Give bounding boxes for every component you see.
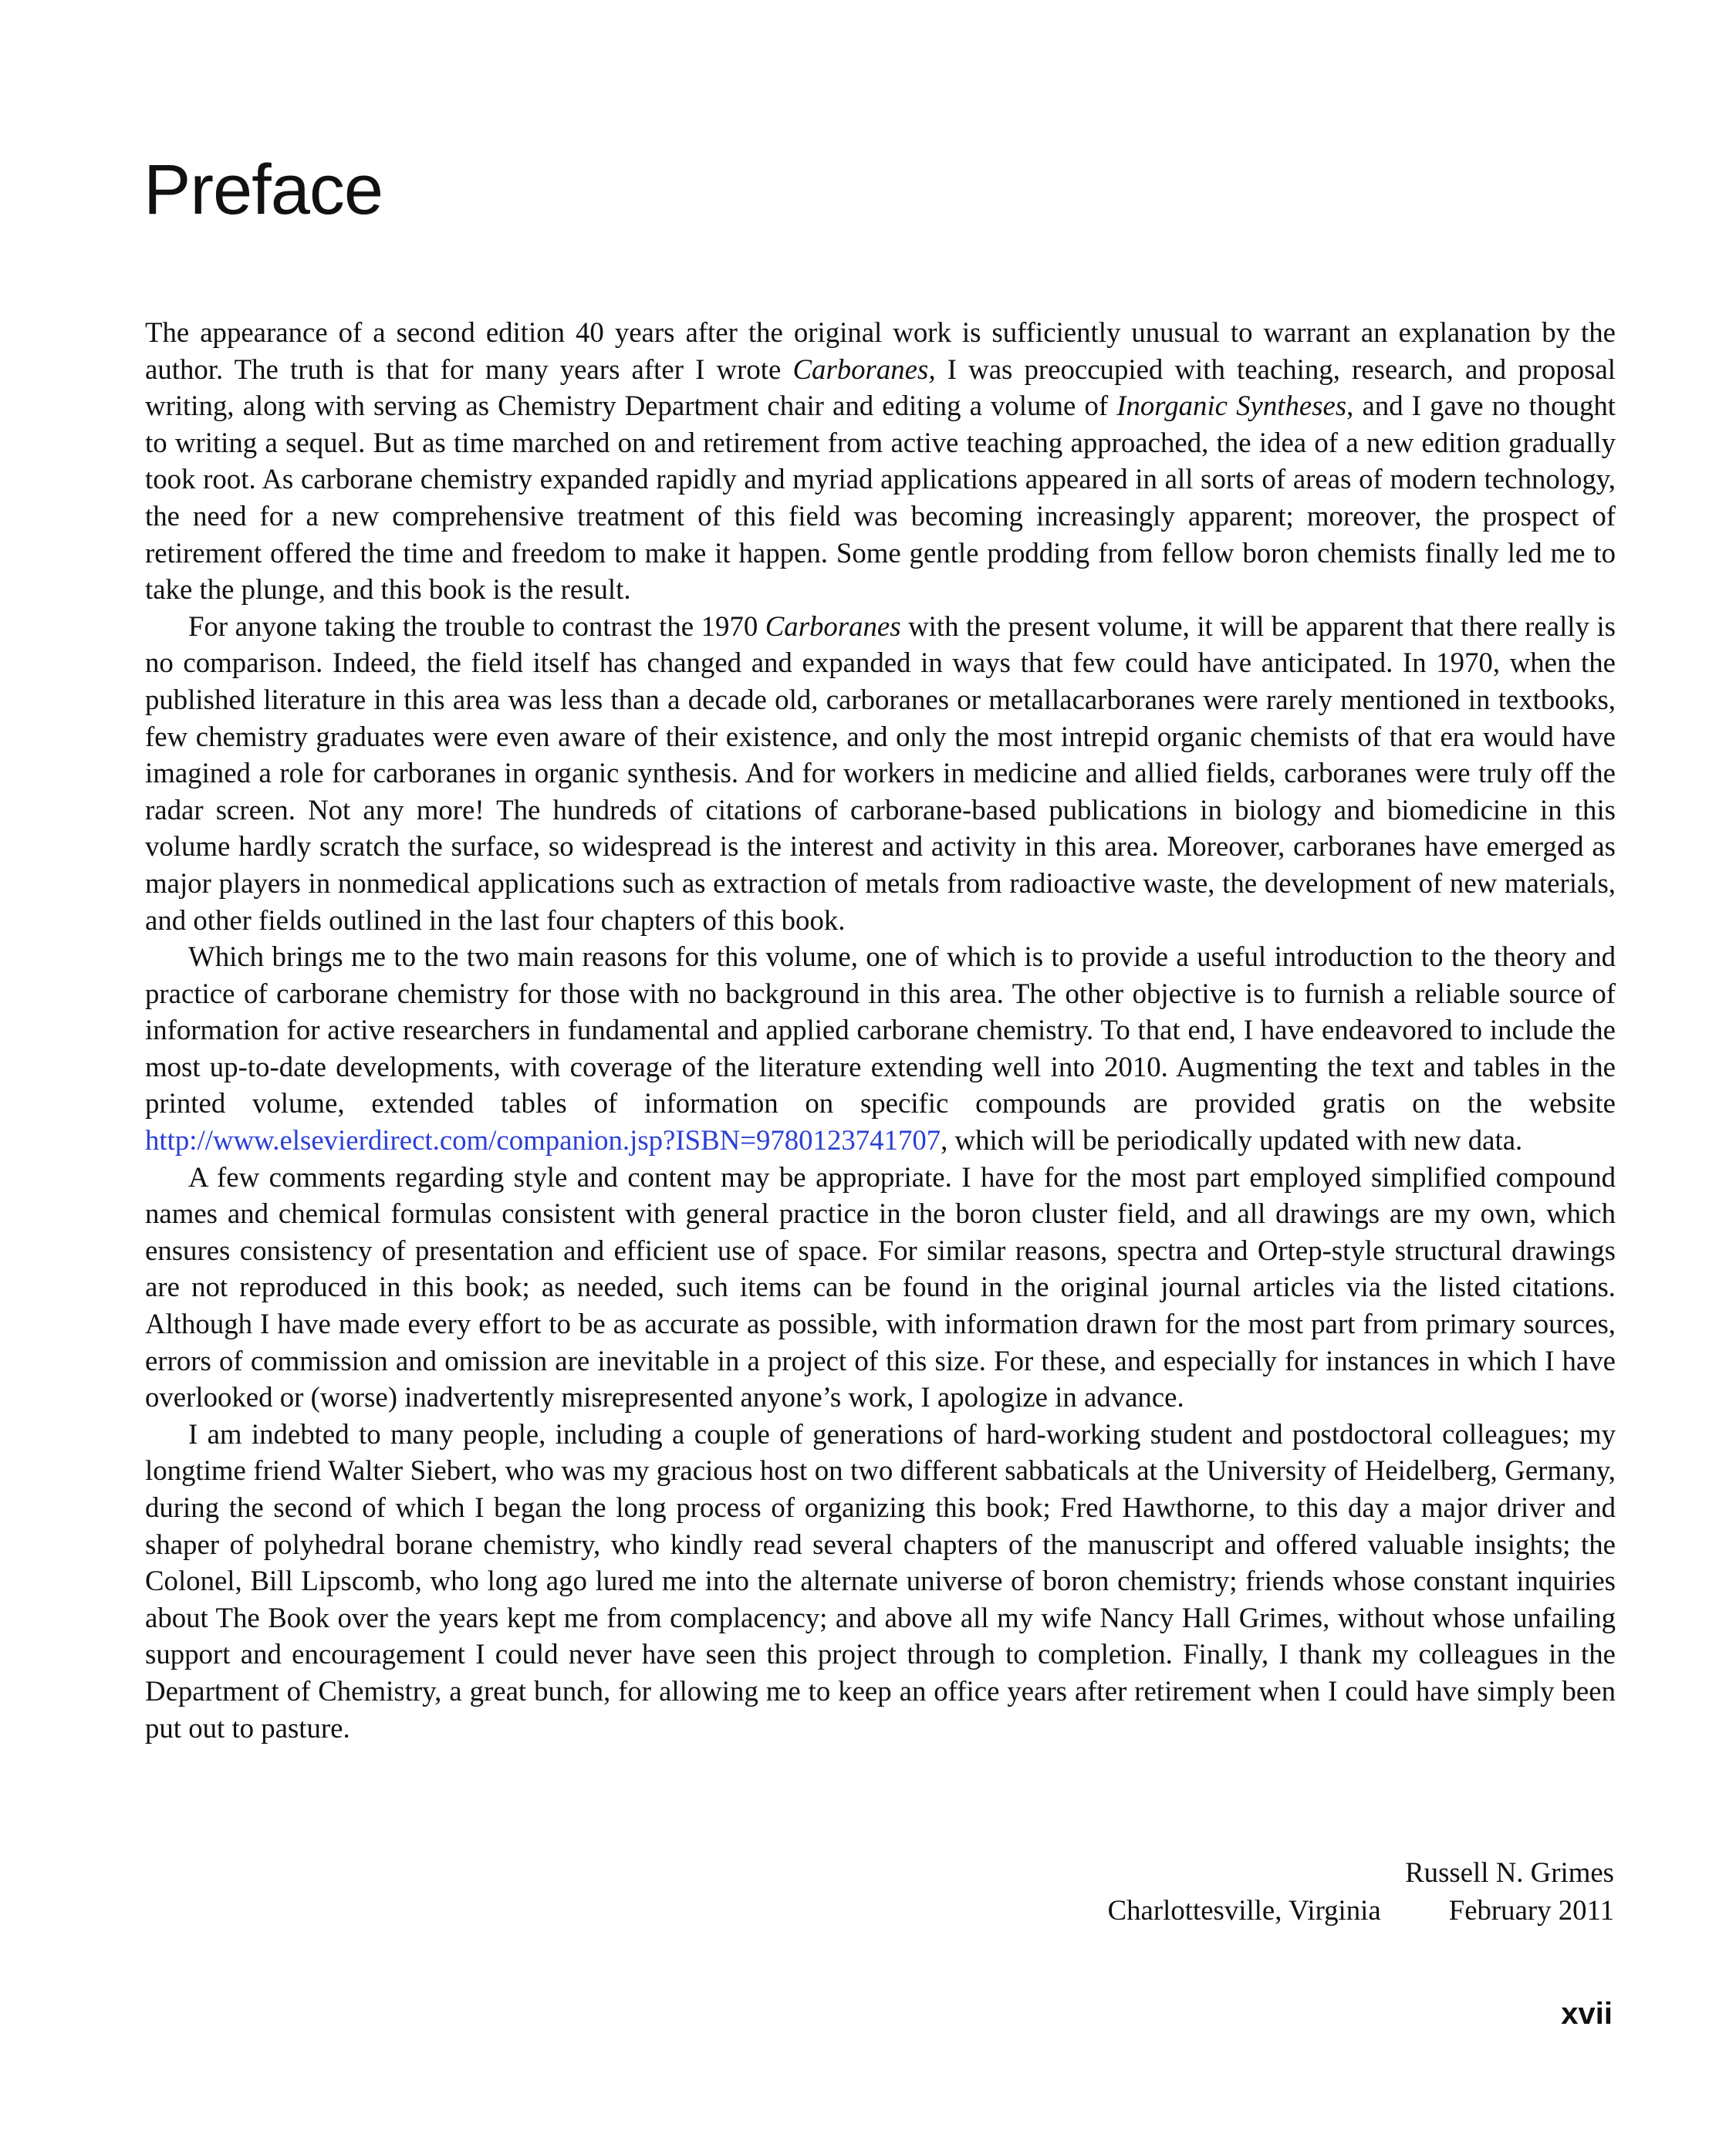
paragraph-3-text-c: , which will be periodically updated with new data.	[941, 1124, 1523, 1157]
paragraph-3	[145, 938, 1616, 1159]
paragraph-1-text-e: , and I gave no thought to writing a sequel. But as time marched on and retirement from active teaching approached, the idea of a new edition gradually took root. As carborane chemistry expanded rapidly and myriad applications appeared in all sorts of areas of modern technology, the need for a new comprehensive treatment of this field was becoming increasingly apparent; moreover, the prospect of retirement offered the time and freedom to make it happen. Some gentle prodding from fellow boron chemists finally led me to take the plunge, and this book is the result.	[145, 390, 1616, 606]
page-title: Preface	[144, 150, 383, 229]
paragraph-4	[145, 1159, 1616, 1416]
paragraph-5-text: I am indebted to many people, including a couple of generations of hard-working student and postdoctoral colleagues; my longtime friend Walter Siebert, who was my gracious host on two different sabbaticals at the University of Heidelberg, Germany, during the second of which I began the long process of organizing this book; Fred Hawthorne, to this day a major driver and shaper of polyhedral borane chemistry, who kindly read several chapters of the manuscript and offered valuable insights; the Colonel, Bill Lipscomb, who long ago lured me into the alternate universe of boron chemistry; friends whose constant inquiries about The Book over the years kept me from complacency; and above all my wife Nancy Hall Grimes, without whose unfailing support and encouragement I could never have seen this project through to completion. Finally, I thank my colleagues in the Department of Chemistry, a great bunch, for allowing me to keep an office years after retirement when I could have simply been put out to pasture.	[145, 1417, 1616, 1744]
paragraph-1	[145, 314, 1616, 608]
book-title-carboranes-1970: Carboranes	[765, 610, 901, 642]
companion-website-link[interactable]: http://www.elsevierdirect.com/companion.jsp?ISBN=9780123741707	[145, 1124, 941, 1157]
author-name: Russell N. Grimes	[1405, 1856, 1614, 1888]
book-title-carboranes: Carboranes,	[792, 353, 936, 385]
paragraph-1-text-a: The appearance of a second edition 40 years after the original work is sufficiently unusual to warrant an explanation by the author. The truth is that for many years after I wrote	[145, 316, 1616, 385]
signature-date: February 2011	[1448, 1894, 1614, 1926]
paragraph-4-text: A few comments regarding style and content may be appropriate. I have for the most part employed simplified compound names and chemical formulas consistent with general practice in the boron cluster field, and all drawings are my own, which ensures consistency of presentation and efficient use of space. For similar reasons, spectra and Ortep-style structural drawings are not reproduced in this book; as needed, such items can be found in the original journal articles via the listed citations. Although I have made every effort to be as accurate as possible, with information drawn for the most part from primary sources, errors of commission and omission are inevitable in a project of this size. For these, and especially for instances in which I have overlooked or (worse) inadvertently misrepresented anyone’s work, I apologize in advance.	[145, 1160, 1616, 1414]
book-title-inorganic-syntheses: Inorganic Syntheses	[1116, 390, 1347, 422]
signature-place: Charlottesville, Virginia	[1107, 1894, 1381, 1926]
paragraph-3-text-a: Which brings me to the two main reasons for this volume, one of which is to provide a useful introduction to the theory and practice of carborane chemistry for those with no background in this area. The other objective is to furnish a reliable source of information for active researchers in fundamental and applied carborane chemistry. To that end, I have endeavored to include the most up-to-date developments, with coverage of the literature extending well into 2010. Augmenting the text and tables in the printed volume, extended tables of information on specific compounds are provided gratis on the website	[145, 941, 1616, 1120]
preface-body	[145, 314, 1616, 1746]
paragraph-2-text-c: with the present volume, it will be apparent that there really is no comparison. Indeed, the field itself has changed and expanded in ways that few could have anticipated. In 1970, when the published literature in this area was less than a decade old, carboranes or metallacarboranes were rarely mentioned in textbooks, few chemistry graduates were even aware of their existence, and only the most intrepid organic chemists of that era would have imagined a role for carboranes in organic synthesis. And for workers in medicine and allied fields, carboranes were truly off the radar screen. Not any more! The hundreds of citations of carborane-based publications in biology and biomedicine in this volume hardly scratch the surface, so widespread is the interest and activity in this area. Moreover, carboranes have emerged as major players in nonmedical applications such as extraction of metals from radioactive waste, the development of new materials, and other fields outlined in the last four chapters of this book.	[145, 610, 1616, 936]
paragraph-5	[145, 1416, 1616, 1746]
place-date-line	[1108, 1891, 1614, 1929]
paragraph-1-text-c: I was preoccupied with teaching, research, and proposal writing, along with serving as Chemistry Department chair and editing a volume of	[145, 353, 1616, 422]
paragraph-2-text-a: For anyone taking the trouble to contrast the 1970	[188, 610, 765, 642]
signature-block	[1108, 1853, 1614, 1929]
page-number: xvii	[1561, 1997, 1613, 2031]
paragraph-2	[145, 608, 1616, 938]
